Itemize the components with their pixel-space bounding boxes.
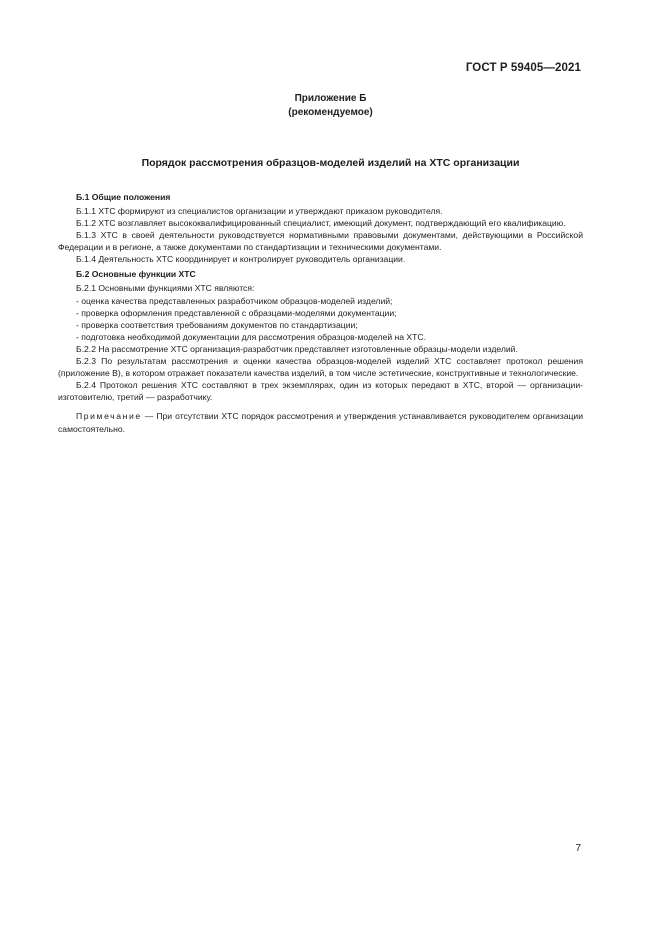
note	[58, 410, 583, 434]
note-label: Примечание	[76, 411, 142, 422]
section-heading-2: Б.2 Основные функции ХТС	[76, 269, 196, 280]
page-number: 7	[575, 843, 581, 854]
document-title: Порядок рассмотрения образцов-моделей изделий на ХТС организации	[141, 157, 520, 169]
list-item: - проверка соответствия требованиям документов по стандартизации;	[76, 319, 358, 330]
paragraph: Б.1.1 ХТС формируют из специалистов организации и утверждают приказом руководителя.	[76, 206, 443, 216]
annex-title: Приложение Б	[294, 93, 367, 104]
paragraph: Б.2.1 Основными функциями ХТС являются:	[76, 283, 255, 294]
paragraph: Б.1.2 ХТС возглавляет высококвалифицированный специалист, имеющий документ, подтверждающий его квалификацию.	[76, 218, 566, 229]
list-item: - подготовка необходимой документации для рассмотрения образцов-моделей на ХТС.	[76, 331, 426, 342]
standard-number: ГОСТ Р 59405—2021	[465, 62, 581, 74]
document-body	[58, 190, 583, 435]
annex-status: (рекомендуемое)	[288, 107, 373, 118]
annex-heading	[0, 92, 661, 120]
paragraph: Б.2.4 Протокол решения ХТС составляют в трех экземплярах, один из которых передают в ХТС, второй — организации-изготовителю, третий — разработчику.	[58, 380, 583, 403]
note-text: — При отсутствии ХТС порядок рассмотрения и утверждения устанавливается руководителем организации самостоятельно.	[58, 411, 583, 434]
paragraph: Б.2.2 На рассмотрение ХТС организация-разработчик представляет изготовленные образцы-модели изделий.	[76, 343, 518, 354]
section-heading-1: Б.1 Общие положения	[76, 192, 171, 202]
paragraph: Б.1.4 Деятельность ХТС координирует и контролирует руководитель организации.	[76, 254, 406, 265]
paragraph: Б.1.3 ХТС в своей деятельности руководствуется нормативными правовыми документами, действующими в Российской Федерации и в регионе, а также документами по стандартизации и техническими документами.	[58, 230, 583, 253]
list-item: - проверка оформления представленной с образцами-моделями документации;	[76, 307, 397, 318]
list-item: - оценка качества представленных разработчиком образцов-моделей изделий;	[76, 295, 393, 306]
paragraph: Б.2.3 По результатам рассмотрения и оценки качества образцов-моделей изделий ХТС составляет протокол решения (приложение В), в котором отражает показатели качества изделий, в том числе эстетические, конструктивные и технологические.	[58, 356, 583, 379]
